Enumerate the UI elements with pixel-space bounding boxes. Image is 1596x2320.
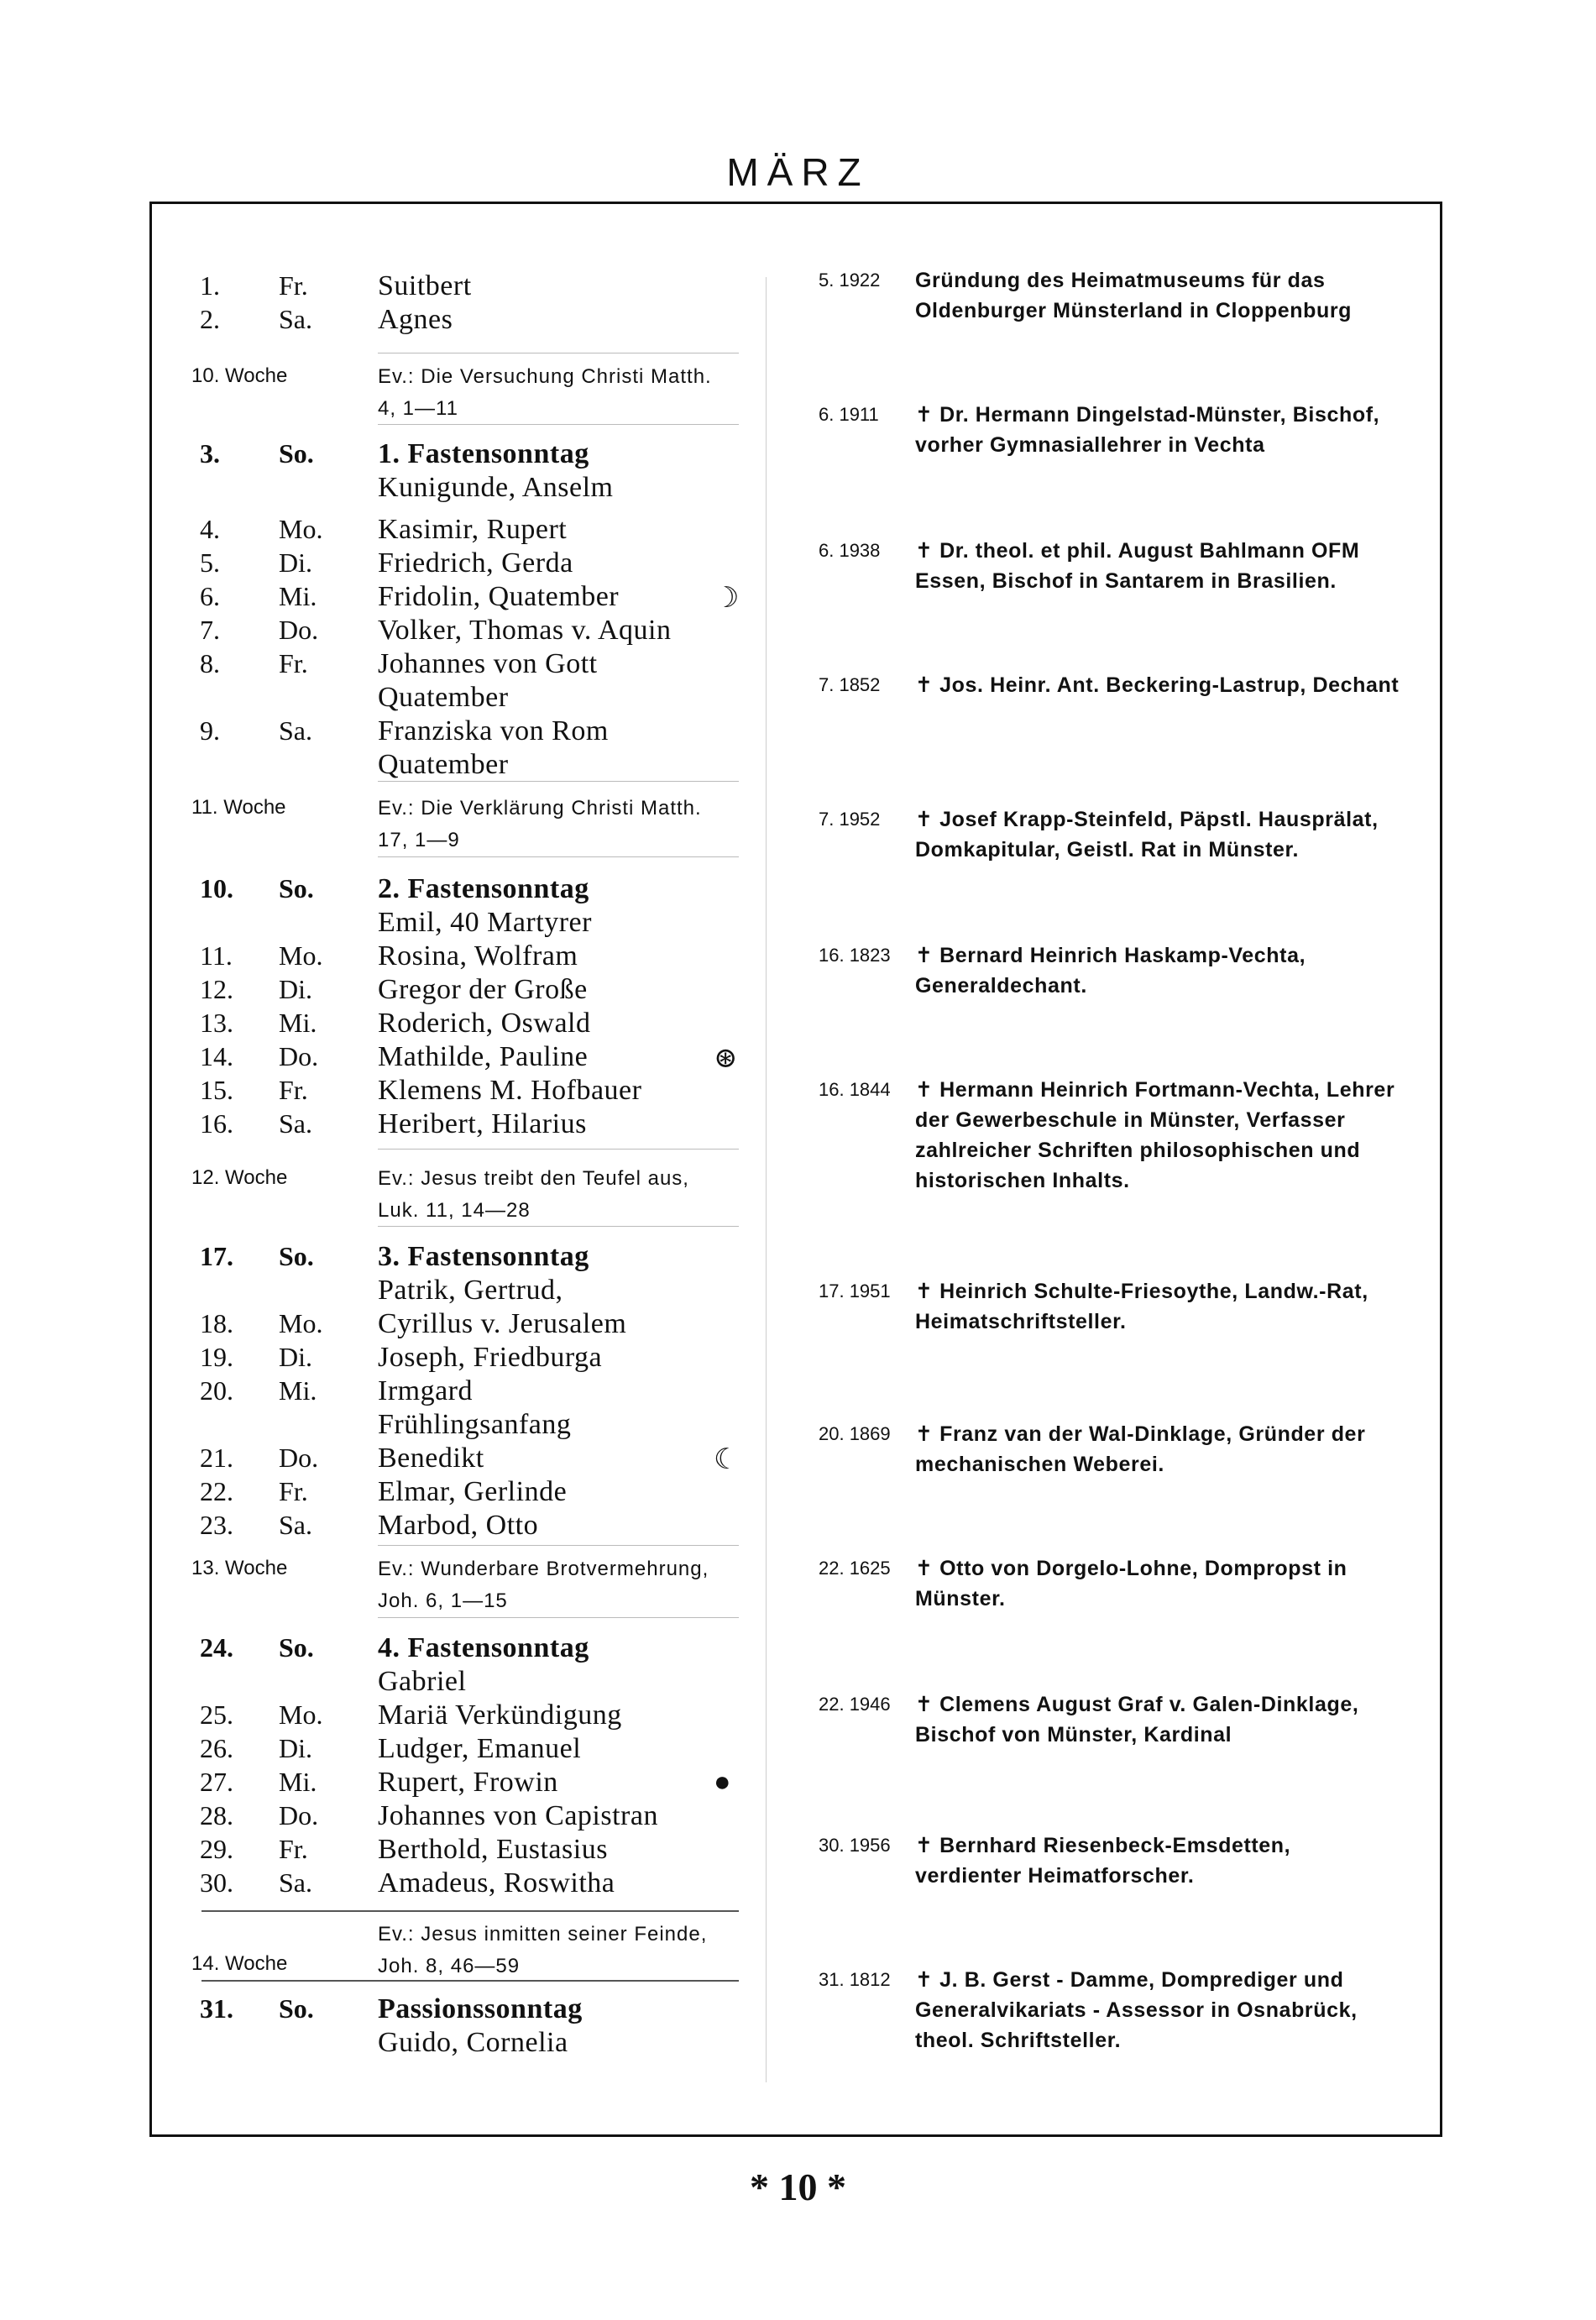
day-number: 25. xyxy=(200,1699,233,1730)
event-text: Gründung des Heimatmuseums für das Oldenburger Münsterland in Cloppenburg xyxy=(915,269,1353,322)
week-separator xyxy=(378,781,739,782)
saint-name-secondary: Gabriel xyxy=(378,1666,467,1697)
saint-name: Joseph, Friedburga xyxy=(378,1342,603,1373)
day-number: 4. xyxy=(200,514,220,544)
event-date: 22. 1625 xyxy=(819,1558,891,1579)
moon-phase-icon: ☾ xyxy=(714,1444,740,1475)
day-number: 8. xyxy=(200,648,220,678)
weekday: Do. xyxy=(279,1800,319,1830)
day-number: 17. xyxy=(200,1241,233,1271)
page-title: MÄRZ xyxy=(726,150,870,194)
page-number: * 10 * xyxy=(750,2166,846,2208)
saint-name: Agnes xyxy=(378,304,453,335)
event-date: 16. 1823 xyxy=(819,945,891,966)
saint-name-secondary: Quatember xyxy=(378,682,509,713)
saint-name: Klemens M. Hofbauer xyxy=(378,1075,642,1106)
week-label: 13. Woche xyxy=(191,1557,288,1579)
weekday: Di. xyxy=(279,1342,312,1372)
day-number: 10. xyxy=(200,873,233,903)
saint-name: 1. Fastensonntag xyxy=(378,438,589,469)
day-number: 20. xyxy=(200,1375,233,1406)
moon-phase-icon: ☽ xyxy=(714,583,740,614)
weekday: Sa. xyxy=(279,1510,312,1540)
week-separator xyxy=(378,424,739,425)
day-number: 11. xyxy=(200,940,233,971)
event-text: ✝ Otto von Dorgelo-Lohne, Dompropst in Münster. xyxy=(915,1557,1347,1610)
day-number: 24. xyxy=(200,1632,233,1663)
gospel-reading: Ev.: Wunderbare Brotvermehrung, Joh. 6, 1—15 xyxy=(378,1558,709,1612)
weekday: Mo. xyxy=(279,514,323,544)
day-number: 31. xyxy=(200,1993,233,2024)
weekday: Fr. xyxy=(279,648,308,678)
event-date: 20. 1869 xyxy=(819,1423,891,1444)
saint-name: Berthold, Eustasius xyxy=(378,1834,608,1865)
weekday: Fr. xyxy=(279,1476,308,1506)
day-number: 15. xyxy=(200,1075,233,1105)
event-text: ✝ Dr. theol. et phil. August Bahlmann OFM Essen, Bischof in Santarem in Brasilien. xyxy=(915,539,1360,593)
saint-name-secondary: Guido, Cornelia xyxy=(378,2027,568,2058)
saint-name: 3. Fastensonntag xyxy=(378,1241,589,1272)
event-date: 30. 1956 xyxy=(819,1835,891,1856)
gospel-reading: Ev.: Jesus treibt den Teufel aus, Luk. 11, 14—28 xyxy=(378,1167,689,1222)
weekday: Sa. xyxy=(279,1108,312,1139)
weekday: Do. xyxy=(279,1443,319,1473)
event-date: 17. 1951 xyxy=(819,1280,891,1301)
saint-name: Rosina, Wolfram xyxy=(378,940,578,971)
day-number: 14. xyxy=(200,1041,233,1071)
event-date: 16. 1844 xyxy=(819,1079,891,1100)
day-number: 7. xyxy=(200,615,220,645)
weekday: Fr. xyxy=(279,270,308,301)
weekday: Mi. xyxy=(279,1767,317,1797)
day-number: 30. xyxy=(200,1867,233,1898)
saint-name: Cyrillus v. Jerusalem xyxy=(378,1308,627,1339)
day-number: 27. xyxy=(200,1767,233,1797)
weekday: Mi. xyxy=(279,1008,317,1038)
weekday: Di. xyxy=(279,547,312,578)
weekday: So. xyxy=(279,1993,314,2024)
event-text: ✝ Bernhard Riesenbeck-Emsdetten, verdienter Heimatforscher. xyxy=(915,1834,1291,1888)
saint-name-secondary: Frühlingsanfang xyxy=(378,1409,572,1440)
week-separator xyxy=(201,1980,739,1982)
weekday: Fr. xyxy=(279,1075,308,1105)
saint-name: 4. Fastensonntag xyxy=(378,1632,589,1663)
saint-name-secondary: Kunigunde, Anselm xyxy=(378,472,614,503)
saint-name: Mathilde, Pauline xyxy=(378,1041,589,1072)
gospel-reading: Ev.: Jesus inmitten seiner Feinde, Joh. 8, 46—59 xyxy=(378,1923,708,1977)
event-text: ✝ Hermann Heinrich Fortmann-Vechta, Lehrer der Gewerbeschule in Münster, Verfasser zahlreicher Schriften philosophischen und historischen Inhalts. xyxy=(915,1078,1395,1192)
saint-name: 2. Fastensonntag xyxy=(378,873,589,904)
gospel-reading: Ev.: Die Verklärung Christi Matth. 17, 1—9 xyxy=(378,797,702,851)
week-label: 12. Woche xyxy=(191,1166,288,1189)
event-text: ✝ Dr. Hermann Dingelstad-Münster, Bischof, vorher Gymnasiallehrer in Vechta xyxy=(915,403,1380,457)
event-text: ✝ Clemens August Graf v. Galen-Dinklage, Bischof von Münster, Kardinal xyxy=(915,1693,1359,1747)
day-number: 19. xyxy=(200,1342,233,1372)
moon-phase-icon: ⊛ xyxy=(714,1043,738,1074)
saint-name: Kasimir, Rupert xyxy=(378,514,568,545)
saint-name: Suitbert xyxy=(378,270,472,301)
week-label: 14. Woche xyxy=(191,1952,288,1975)
day-number: 22. xyxy=(200,1476,233,1506)
weekday: Mi. xyxy=(279,1375,317,1406)
column-divider xyxy=(766,277,767,2082)
week-label: 11. Woche xyxy=(191,796,286,819)
weekday: Do. xyxy=(279,615,319,645)
saint-name: Fridolin, Quatember xyxy=(378,581,620,612)
weekday: Mo. xyxy=(279,1699,323,1730)
saint-name: Elmar, Gerlinde xyxy=(378,1476,568,1507)
week-label: 10. Woche xyxy=(191,364,288,387)
weekday: Di. xyxy=(279,1733,312,1763)
weekday: So. xyxy=(279,1241,314,1271)
event-text: ✝ Josef Krapp-Steinfeld, Päpstl. Hausprälat, Domkapitular, Geistl. Rat in Münster. xyxy=(915,808,1379,861)
weekday: Di. xyxy=(279,974,312,1004)
event-date: 5. 1922 xyxy=(819,270,881,291)
week-separator xyxy=(378,1226,739,1227)
saint-name: Mariä Verkündigung xyxy=(378,1699,622,1731)
day-number: 28. xyxy=(200,1800,233,1830)
day-number: 3. xyxy=(200,438,220,469)
day-number: 13. xyxy=(200,1008,233,1038)
weekday: Sa. xyxy=(279,1867,312,1898)
event-date: 6. 1938 xyxy=(819,540,881,561)
day-number: 21. xyxy=(200,1443,233,1473)
day-number: 16. xyxy=(200,1108,233,1139)
event-text: ✝ Jos. Heinr. Ant. Beckering-Lastrup, Dechant xyxy=(915,673,1400,697)
saint-name: Johannes von Capistran xyxy=(378,1800,658,1831)
moon-phase-icon: ● xyxy=(714,1767,731,1798)
day-number: 1. xyxy=(200,270,220,301)
day-number: 26. xyxy=(200,1733,233,1763)
weekday: So. xyxy=(279,438,314,469)
weekday: So. xyxy=(279,873,314,903)
saint-name: Ludger, Emanuel xyxy=(378,1733,582,1764)
week-separator xyxy=(378,1617,739,1618)
saint-name-secondary: Emil, 40 Martyrer xyxy=(378,907,592,938)
saint-name: Passionssonntag xyxy=(378,1993,583,2024)
saint-name: Gregor der Große xyxy=(378,974,588,1005)
weekday: Do. xyxy=(279,1041,319,1071)
saint-name: Roderich, Oswald xyxy=(378,1008,591,1039)
weekday: Sa. xyxy=(279,715,312,746)
saint-name: Johannes von Gott xyxy=(378,648,598,679)
saint-name-secondary: Quatember xyxy=(378,749,509,780)
day-number: 6. xyxy=(200,581,220,611)
saint-name: Amadeus, Roswitha xyxy=(378,1867,615,1898)
event-text: ✝ Heinrich Schulte-Friesoythe, Landw.-Rat, Heimatschriftsteller. xyxy=(915,1280,1368,1333)
day-number: 23. xyxy=(200,1510,233,1540)
week-separator xyxy=(201,1910,739,1912)
saint-name: Heribert, Hilarius xyxy=(378,1108,587,1139)
saint-name: Franziska von Rom xyxy=(378,715,609,746)
day-number: 18. xyxy=(200,1308,233,1338)
event-date: 7. 1952 xyxy=(819,809,881,830)
week-separator xyxy=(378,856,739,857)
week-separator xyxy=(378,1545,739,1546)
weekday: Sa. xyxy=(279,304,312,334)
saint-name: Benedikt xyxy=(378,1443,484,1474)
day-number: 29. xyxy=(200,1834,233,1864)
day-number: 12. xyxy=(200,974,233,1004)
weekday: Mo. xyxy=(279,1308,323,1338)
event-date: 31. 1812 xyxy=(819,1969,891,1990)
event-date: 6. 1911 xyxy=(819,404,879,425)
saint-name-secondary: Patrik, Gertrud, xyxy=(378,1275,563,1306)
saint-name: Marbod, Otto xyxy=(378,1510,539,1541)
weekday: Fr. xyxy=(279,1834,308,1864)
event-text: ✝ Franz van der Wal-Dinklage, Gründer der mechanischen Weberei. xyxy=(915,1422,1366,1476)
saint-name: Volker, Thomas v. Aquin xyxy=(378,615,672,646)
day-number: 9. xyxy=(200,715,220,746)
event-text: ✝ J. B. Gerst - Damme, Domprediger und Generalvikariats - Assessor in Osnabrück, theol. Schriftsteller. xyxy=(915,1968,1358,2052)
event-date: 7. 1852 xyxy=(819,674,881,695)
event-text: ✝ Bernard Heinrich Haskamp-Vechta, Generaldechant. xyxy=(915,944,1306,998)
weekday: Mo. xyxy=(279,940,323,971)
saint-name: Irmgard xyxy=(378,1375,474,1406)
weekday: So. xyxy=(279,1632,314,1663)
gospel-reading: Ev.: Die Versuchung Christi Matth. 4, 1—11 xyxy=(378,365,712,420)
day-number: 2. xyxy=(200,304,220,334)
saint-name: Friedrich, Gerda xyxy=(378,547,573,579)
day-number: 5. xyxy=(200,547,220,578)
weekday: Mi. xyxy=(279,581,317,611)
saint-name: Rupert, Frowin xyxy=(378,1767,558,1798)
event-date: 22. 1946 xyxy=(819,1694,891,1715)
week-separator xyxy=(378,1149,739,1150)
